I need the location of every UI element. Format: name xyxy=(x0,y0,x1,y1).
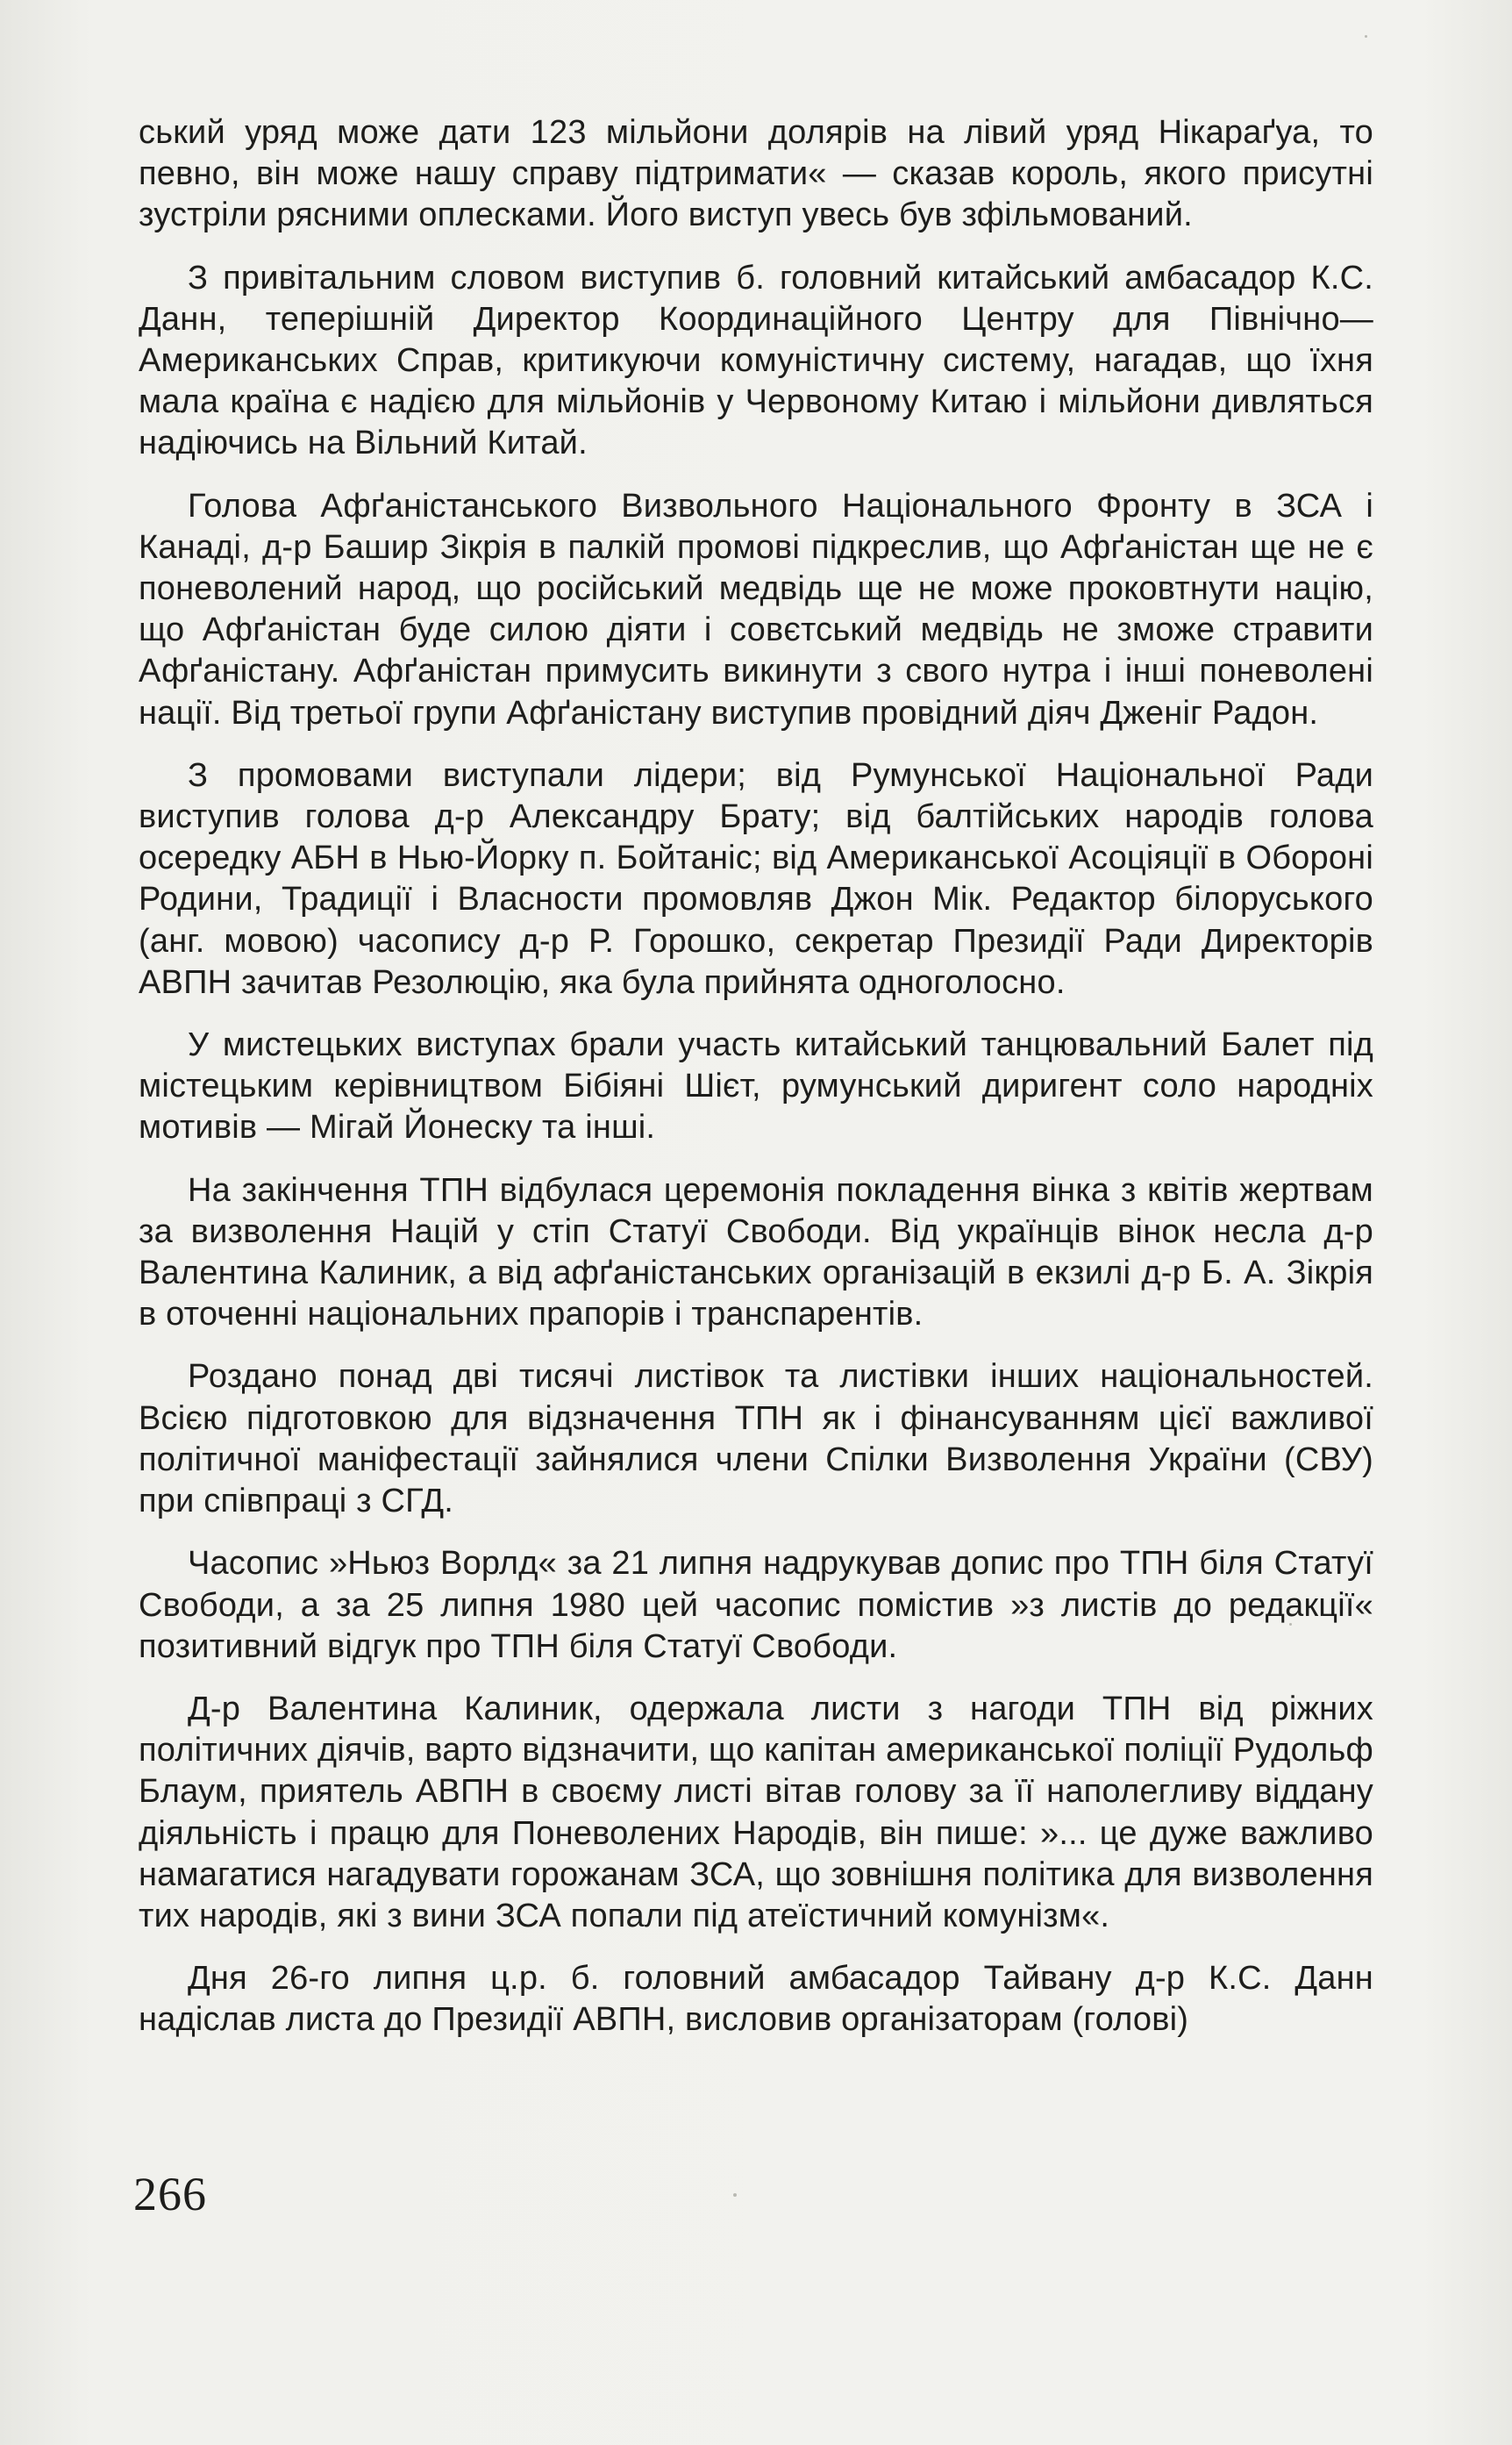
paragraph-afghan-front: Голова Афґаністанського Визвольного Національного Фронту в ЗСА і Канаді, д-р Башир Зікрія в палкій промові підкреслив, що Афґаністан ще не є поневолений народ, що російський медвідь ще не може проковтнути націю, що Афґаністан буде силою діяти і совєтський медвідь не зможе стравити Афґаністану. Афґаністан примусить викинути з свого нутра і інші поневолені нації. Від третьої групи Афґаністану виступив провідний діяч Дженіг Радон. xyxy=(139,487,1373,732)
paragraph-wreath-ceremony: На закінчення ТПН відбулася церемонія покладення вінка з квітів жертвам за визволення Націй у стіп Статуї Свободи. Від українців вінок несла д-р Валентина Калиник, а від афґаністанських організацій в екзилі д-р Б. А. Зікрія в оточенні національних прапорів і транспарентів. xyxy=(139,1171,1373,1333)
page-number: 266 xyxy=(133,2168,207,2220)
paragraph-letters: Д-р Валентина Калиник, одержала листи з нагоди ТПН від ріжних політичних діячів, варто відзначити, що капітан американської поліції Рудольф Блаум, приятель АВПН в своєму листі вітав голову за її наполегливу віддану діяльність і працю для Поневолених Народів, він пише: »... це дуже важливо намагатися нагадувати горожанам ЗСА, що зовнішня політика для визволення тих народів, які з вини ЗСА попали під атеїстичний комунізм«. xyxy=(139,1690,1373,1934)
paragraph-news-world: Часопис »Ньюз Ворлд« за 21 липня надрукував допис про ТПН біля Статуї Свободи, а за 25 липня 1980 цей часопис помістив »з листів до редакції« позитивний відгук про ТПН біля Статуї Свободи. xyxy=(139,1545,1373,1665)
paragraph-ambassador-greeting: З привітальним словом виступив б. головний китайський амбасадор К.С. Данн, теперішній Директор Координаційного Центру для Північно—Американських Справ, критикуючи комуністичну систему, нагадав, що їхня мала країна є надією для мільйонів у Червоному Китаю і мільйони дивляться надіючись на Вільний Китай. xyxy=(139,259,1373,462)
paragraph-leaders-speeches: З промовами виступали лідери; від Румунської Національної Ради виступив голова д-р Александру Брату; від балтійських народів голова осередку АБН в Нью-Йорку п. Бойтаніс; від Американської Асоціяції в Обороні Родини, Традиції і Власности промовляв Джон Мік. Редактор білоруського (анг. мовою) часопису д-р Р. Горошко, секретар Президії Ради Директорів АВПН зачитав Резолюцію, яка була прийнята одноголосно. xyxy=(139,756,1373,1001)
paper-speck xyxy=(733,2193,737,2197)
paragraph-continuation: ський уряд може дати 123 мільйони долярів на лівий уряд Нікараґуа, то певно, він може нашу справу підтримати« — сказав король, якого присутні зустріли рясними оплесками. Його виступ увесь був зфільмований. xyxy=(139,114,1373,234)
paper-speck xyxy=(1365,35,1367,38)
page-body-text xyxy=(139,112,1373,2063)
paragraph-leaflets: Роздано понад дві тисячі листівок та листівки інших національностей. Всією підготовкою для відзначення ТПН як і фінансуванням цієї важливої політичної маніфестації зайнялися члени Спілки Визволення України (СВУ) при співпраці з СГД. xyxy=(139,1358,1373,1520)
paragraph-artistic-performances: У мистецьких виступах брали участь китайський танцювальний Балет під містецьким керівництвом Бібіяні Шієт, румунський диригент соло народніх мотивів — Мігай Йонеску та інші. xyxy=(139,1026,1373,1147)
paragraph-ambassador-letter: Дня 26-го липня ц.р. б. головний амбасадор Тайвану д-р К.С. Данн надіслав листа до Президії АВПН, висловив організаторам (голові) xyxy=(139,1960,1373,2039)
paper-speck xyxy=(1289,1623,1292,1626)
